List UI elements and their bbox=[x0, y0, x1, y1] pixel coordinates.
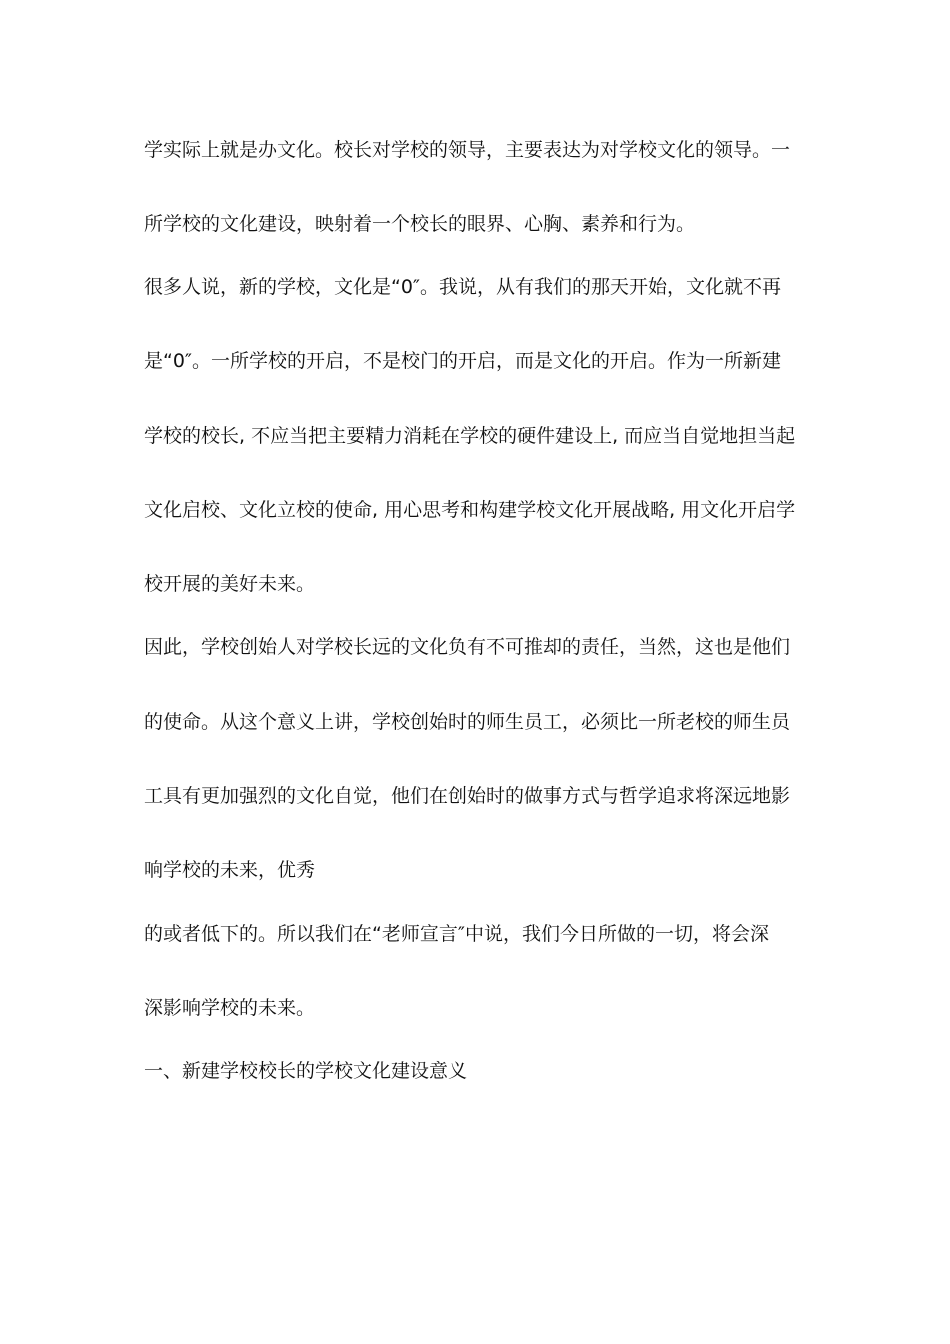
text-line: 的使命。从这个意义上讲，学校创始时的师生员工，必须比一所老校的师生员 bbox=[144, 711, 791, 733]
text-line: 深影响学校的未来。 bbox=[144, 997, 316, 1019]
text-line: 学实际上就是办文化。校长对学校的领导，主要表达为对学校文化的领导。一 bbox=[144, 139, 791, 161]
text-line: 文化启校、文化立校的使命, 用心思考和构建学校文化开展战略, 用文化开启学 bbox=[144, 499, 796, 521]
section-heading: 一、新建学校校长的学校文化建设意义 bbox=[144, 1060, 468, 1082]
text-line: 校开展的美好未来。 bbox=[144, 573, 316, 595]
text-line: 响学校的未来，优秀 bbox=[144, 859, 316, 881]
text-line: 工具有更加强烈的文化自觉，他们在创始时的做事方式与哲学追求将深远地影 bbox=[144, 785, 791, 807]
text-line: 的或者低下的。所以我们在“老师宣言″中说，我们今日所做的一切，将会深 bbox=[144, 923, 769, 945]
text-line: 很多人说，新的学校，文化是“0″。我说，从有我们的那天开始，文化就不再 bbox=[144, 276, 782, 298]
text-line: 因此，学校创始人对学校长远的文化负有不可推却的责任，当然，这也是他们 bbox=[144, 636, 791, 658]
text-line: 所学校的文化建设，映射着一个校长的眼界、心胸、素养和行为。 bbox=[144, 213, 696, 235]
text-line: 是“0″。一所学校的开启，不是校门的开启，而是文化的开启。作为一所新建 bbox=[144, 350, 782, 372]
text-line: 学校的校长, 不应当把主要精力消耗在学校的硬件建设上, 而应当自觉地担当起 bbox=[144, 425, 796, 447]
